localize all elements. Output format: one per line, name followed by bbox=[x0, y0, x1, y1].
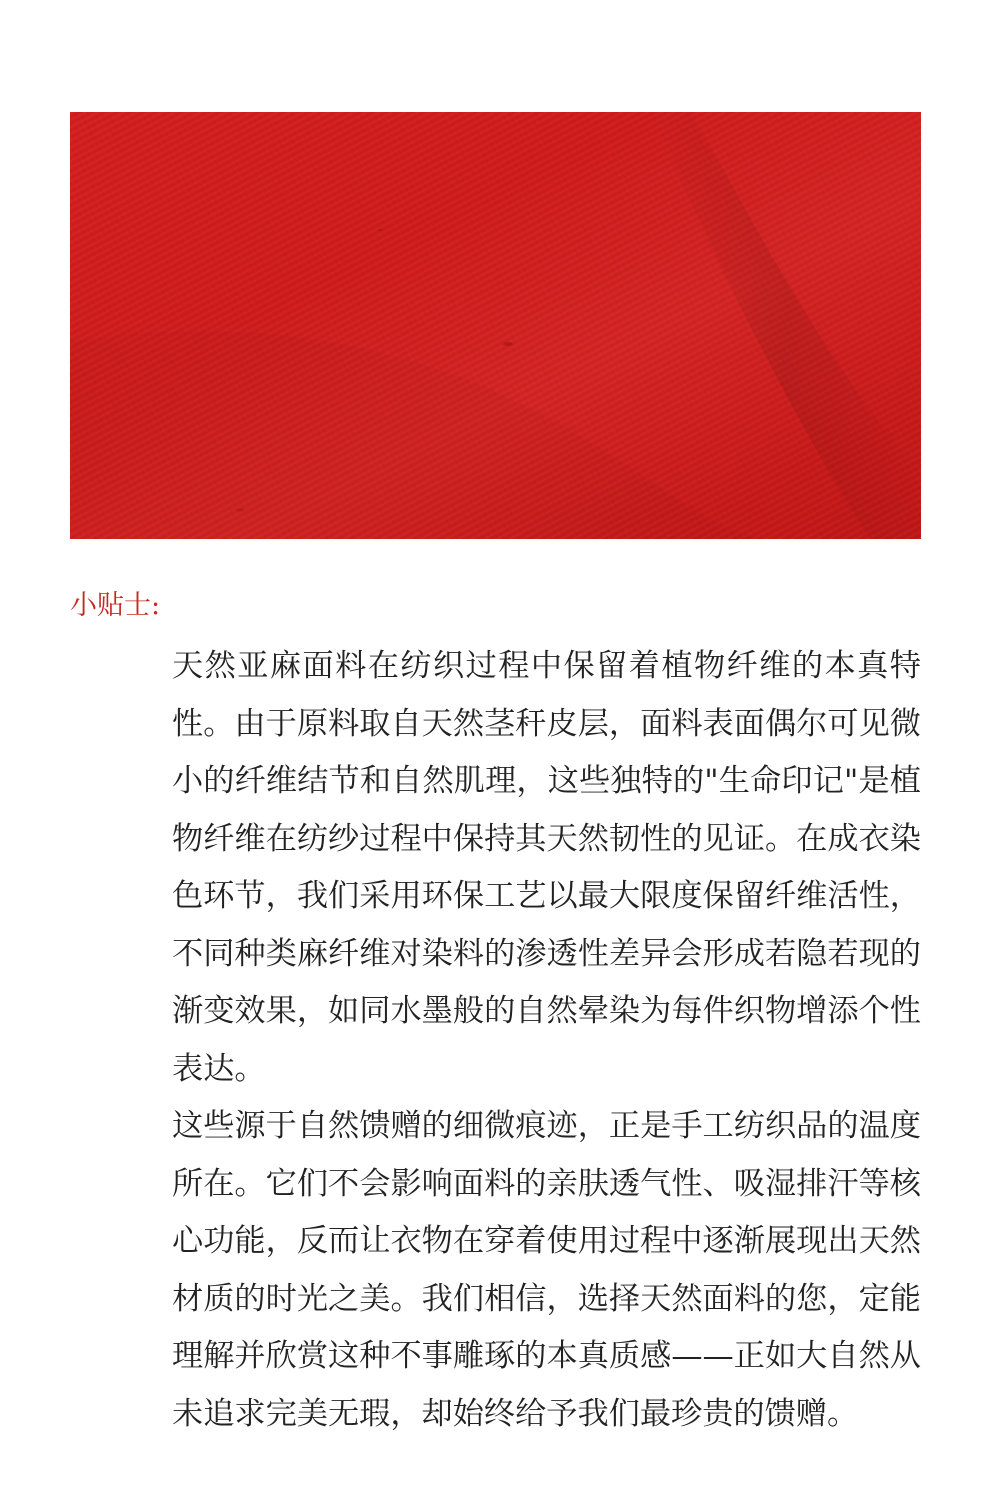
red-linen-fabric-image bbox=[70, 112, 921, 539]
tips-body bbox=[172, 638, 921, 1443]
linen-texture-icon bbox=[70, 112, 921, 539]
tips-paragraph-2: 这些源于自然馈赠的细微痕迹，正是手工纺织品的温度所在。它们不会影响面料的亲肤透气性、吸湿排汗等核心功能，反而让衣物在穿着使用过程中逐渐展现出天然材质的时光之美。我们相信，选择天然面料的您，定能理解并欣赏这种不事雕琢的本真质感——正如大自然从未追求完美无瑕，却始终给予我们最珍贵的馈赠。 bbox=[172, 1108, 921, 1432]
tips-paragraph-1: 天然亚麻面料在纺织过程中保留着植物纤维的本真特性。由于原料取自天然茎秆皮层，面料表面偶尔可见微小的纤维结节和自然肌理，这些独特的"生命印记"是植物纤维在纺纱过程中保持其天然韧性的见证。在成衣染色环节，我们采用环保工艺以最大限度保留纤维活性，不同种类麻纤维对染料的渗透性差异会形成若隐若现的渐变效果，如同水墨般的自然晕染为每件织物增添个性表达。 bbox=[172, 648, 921, 1087]
tips-heading: 小贴士: bbox=[70, 590, 161, 621]
